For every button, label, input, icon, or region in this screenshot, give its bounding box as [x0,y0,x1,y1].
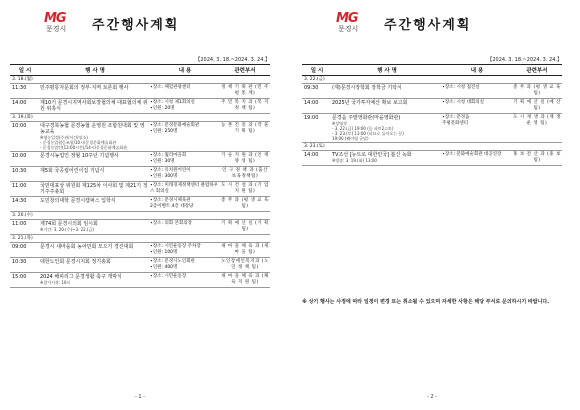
event-detail: ∙장소: 시청 대회의실 [442,100,484,105]
col-datetime: 일 시 [18,68,32,74]
page-number: - 1 - [135,394,145,400]
event-title: 제5회 국공립어린이집 기념식 [40,168,105,174]
table-row [302,151,562,166]
event-cell [40,183,150,195]
date-row: 3. 19.(화) [10,114,270,122]
table-row [10,273,270,288]
event-time: 14:30 [12,198,27,204]
event-dept: 도 시 재 생 과 (재 생 운 영 팀) [513,115,561,126]
event-time: 11:30 [12,85,27,91]
page-title: 주간행사계획 [92,18,180,33]
event-time: 11:00 [12,221,27,227]
event-detail: ∙장소: 미래경제정책센터 클럽하우스 회의실 [150,183,219,194]
event-dept: 총 무 과 (평 생 교 육 팀) [221,198,269,209]
schedule-table [302,64,562,166]
event-time: 15:00 [12,274,27,280]
event-title: 2025년 국가투자예산 확보 보고회 [332,100,408,106]
table-header [302,65,562,76]
page-1 [10,8,270,403]
event-cell [40,221,150,233]
event-note: ※기간: 3. 20.(수)~3. 22.(금) [40,227,94,232]
table-row [10,84,270,99]
col-datetime: 일 시 [310,68,324,74]
event-time: 10:00 [12,153,27,159]
schedule-table [10,64,270,288]
table-row [10,182,270,197]
event-title: 대구경북농협 문경농협 운영원 조합원대회 및 영농교육 [40,123,145,135]
event-cell [40,100,150,112]
event-cell [40,274,150,286]
col-event: 행 사 명 [85,68,105,74]
event-time: 11:00 [12,183,27,189]
logo-mg-text: MG [336,11,358,26]
date-row: 3. 22.(금) [302,76,562,84]
event-cell [332,85,442,97]
event-note: ※영농일정(주관/시간/장소) - 문경농업협동조합/10시/문경문화예술회관 - 문경농업인(13:00시간)/14시/문경문화예술회관 [40,135,127,150]
event-dept: 기 획 예 산 실 (기 획 팀) [221,221,269,232]
event-dept: 홍 보 전 산 과 (홍 보 팀) [513,152,561,163]
table-row [10,243,270,258]
event-title: 문경읍 주말영화관(마을영화관) [332,115,401,121]
event-dept: 노인장애인복지과 (노 인 정 책 팀) [221,259,269,270]
event-title: 대한노인회 문경시지회 정기총회 [40,259,111,265]
event-cell [40,259,150,271]
event-cell [40,168,150,180]
event-detail: ∙장소: 의회 본회의장 [150,221,192,226]
table-row [10,152,270,167]
event-detail: ∙장소: 시청 제1회의실 ∙인원: 20명 [150,100,195,111]
event-title: 2024 해피리그 문경생활 축구 개막식 [40,274,122,280]
event-time: 14:00 [304,152,319,158]
page-header [10,8,270,38]
notice-text: ※ 상기 행사는 사정에 따라 일정이 변경 또는 취소될 수 있으며 자세한 사항은 해당 부서로 문의하시기 바랍니다. [302,299,550,305]
date-row: 3. 21.(목) [10,235,270,243]
event-title: 제10기 문경시지역사회보장협의체 대표협의체 위원 위촉식 [40,100,148,112]
col-event: 행 사 명 [377,68,397,74]
event-detail: ∙장소: 시청 접견실 [442,85,480,90]
table-row [10,258,270,273]
event-time: 10:00 [12,123,27,129]
event-dept: 정 책 기 획 관 (민 주 평 통 계) [221,85,269,96]
event-detail: ∙장소: 체험관광센터 [150,85,191,90]
event-title: TV조선 [뉴트로 대한민국] 봄신 녹화 [332,152,412,158]
event-title: (재)문경시장학회 장학금 기탁식 [332,85,402,91]
event-note: ※방송: 3. 19.(화) 13:00 [332,158,377,163]
table-row [10,99,270,114]
table-row [302,84,562,99]
logo-mg-text: MG [44,11,66,26]
period-label: 【2024. 3. 18.~2024. 3. 24.】 [195,57,270,63]
col-dept: 관련부서 [234,68,256,74]
event-detail: ∙장소: 시민운동장 주차장 ∙인원: 100명 [150,244,201,255]
table-row [10,122,270,152]
event-detail: ∙장소: 월리마을회 ∙인원: 30명 [150,153,187,164]
event-dept: 총 무 과 (평 생 교 육 팀) [513,85,561,96]
event-dept: 새 마 을 체 육 과 (새 마 을 팀) [221,244,269,255]
event-cell [332,152,442,164]
event-title: 국민대표상 위원회 제125차 이사회 및 제21기 정기주주총회 [40,183,148,195]
event-dept: 도 시 건 설 과 (기 업 지 원 팀) [221,183,269,194]
date-row: 3. 20.(수) [10,212,270,220]
col-detail: 내 용 [470,68,484,74]
event-title: 도민창의대학 문경시캠퍼스 입학식 [40,198,116,204]
page-title: 주간행사계획 [384,18,472,33]
event-cell [40,123,150,150]
event-title: 민주평통자문회의 정부·지역 토론회 행사 [40,85,129,91]
event-dept: 기 획 예 산 실 (예 산 팀) [513,100,561,111]
event-detail: ∙장소: 문경시체육관 2층이벤트 4층 대강당 [150,198,194,209]
event-title: 문경시 새마을회 농어민회 모으기 경진대회 [40,244,134,250]
event-note: ※상영작 - 3. 22.(금) 19:00 (듄 파트2스트) - 3. 23.(토) 13:00 (파묘로 돌아오는 분) 19:00 (웨이팅 굴달) [332,121,404,141]
table-row [302,99,562,114]
page-header [302,8,562,38]
col-dept: 관련부서 [526,68,548,74]
event-dept: 인 구 정 책 과 (출산보육정책팀) [222,168,268,179]
event-detail: ∙장소: 문경읍 주평문화센터 [442,115,470,126]
event-title: 문경시농업인 정월 10주년 기념행사 [40,153,119,159]
page-2 [302,8,562,403]
event-note: ※참가시작: 16시 [40,280,71,285]
event-cell [332,100,442,112]
event-time: 19:00 [304,115,319,121]
mungyeong-logo [44,12,80,36]
event-dept: 기 술 지 원 과 (인 재 양 성 팀) [221,153,269,164]
period-label: 【2024. 3. 18.~2024. 3. 24.】 [487,57,562,63]
date-row: 3. 18.(월) [10,76,270,84]
mungyeong-logo [336,12,372,36]
table-header [10,65,270,76]
event-cell [40,153,150,165]
logo-city-text: 문경시 [338,25,359,33]
event-cell [40,244,150,256]
event-time: 09:00 [12,244,27,250]
event-time: 09:30 [304,85,319,91]
event-detail: ∙장소: 문화예술회관 대공연장 [442,152,502,157]
col-detail: 내 용 [178,68,192,74]
event-detail: ∙장소: 문경시노인회관 ∙인원: 400명 [150,259,195,270]
event-cell [332,115,442,141]
event-dept: 농 촌 진 흥 과 (작 물 기 획 팀) [221,123,269,134]
table-row [302,114,562,143]
event-time: 10:30 [12,259,27,265]
table-row [10,167,270,182]
table-row [10,197,270,212]
event-cell [40,198,150,210]
event-dept: 새 마 을 체 육 과 (체 육 지 원 팀) [221,274,269,285]
event-detail: ∙장소: 유치원어린이 ∙인원: 300명 [150,168,191,179]
event-detail: ∙장소: 문경문화예술회관 ∙인원: 250명 [150,123,200,134]
event-detail: ∙장소: 시민운동장 [150,274,187,279]
event-title: 제74회 문경시의회 임시회 [40,221,98,227]
event-time: 10:30 [12,168,27,174]
event-time: 14:00 [304,100,319,106]
event-cell [40,85,150,97]
page-number: - 2 - [427,394,437,400]
date-row: 3. 23.(토) [302,143,562,151]
event-dept: 주 민 복 지 과 (복 지 정 책 팀) [221,100,269,111]
logo-city-text: 문경시 [46,25,67,33]
event-time: 14:00 [12,100,27,106]
table-row [10,220,270,235]
